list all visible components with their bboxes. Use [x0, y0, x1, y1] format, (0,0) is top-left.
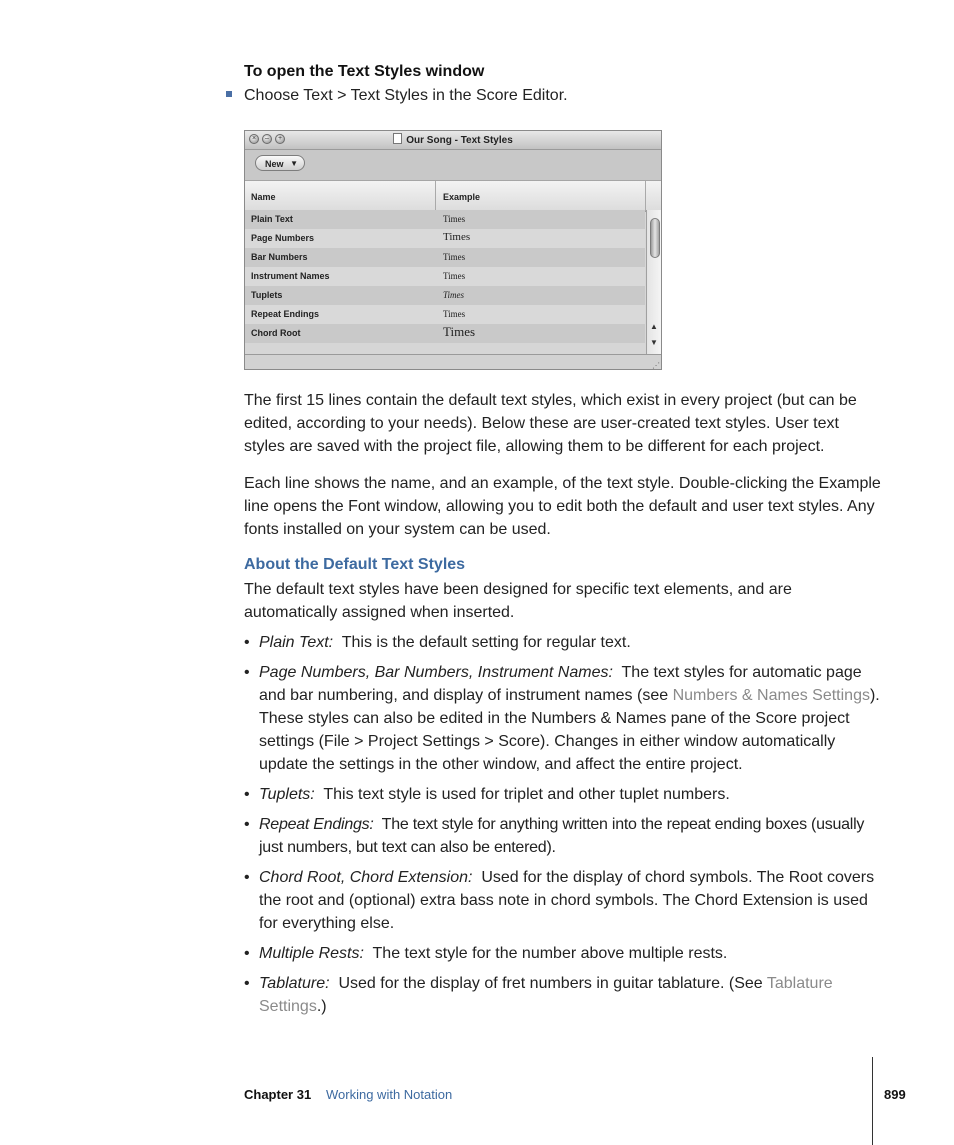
table-row[interactable] [245, 267, 645, 286]
list-item [244, 866, 884, 935]
bullet-text: Used for the display of fret numbers in guitar tablature. (See [338, 975, 767, 992]
bullet-text: This is the default setting for regular text. [341, 634, 631, 651]
chevron-down-icon: ▼ [290, 159, 298, 168]
bullet-icon: • [244, 786, 250, 803]
row-example[interactable]: Times [443, 309, 466, 319]
bullet-term: Repeat Endings: [259, 816, 374, 833]
scroll-up-icon[interactable]: ▲ [650, 322, 658, 331]
vertical-scrollbar[interactable] [646, 210, 662, 354]
row-name: Plain Text [251, 214, 293, 224]
styles-table [245, 210, 645, 343]
bullet-text: The text styles for automatic page and bar numbering, and display of instrument names (see [259, 664, 862, 704]
scroll-thumb[interactable] [650, 218, 660, 258]
bullet-text: The text style for anything written into the repeat ending boxes (usually just numbers, but text can also be entered). [259, 816, 865, 856]
window-titlebar [245, 131, 661, 150]
table-row[interactable] [245, 248, 645, 267]
bullet-text: The text style for the number above multiple rests. [372, 945, 728, 962]
step-text: Choose Text > Text Styles in the Score Editor. [244, 87, 568, 104]
bullet-term: Page Numbers, Bar Numbers, Instrument Names: [259, 664, 613, 681]
row-name: Repeat Endings [251, 309, 320, 319]
tablature-settings-link[interactable]: Tablature Settings [259, 975, 833, 1015]
list-item [244, 972, 884, 1018]
list-item [244, 783, 884, 806]
bullet-icon: • [244, 945, 250, 962]
footer-chapter: Chapter 31 [244, 1087, 312, 1102]
row-name: Page Numbers [251, 233, 315, 243]
paragraph: Each line shows the name, and an example, of the text style. Double-clicking the Example line opens the Font window, allowing you to edit both the default and user text styles. Any fonts installed on your system can be used. [244, 475, 881, 538]
bullet-term: Tuplets: [259, 786, 315, 803]
row-example[interactable]: Times [443, 324, 476, 339]
footer-chapter-title[interactable]: Working with Notation [326, 1087, 453, 1102]
column-example-header[interactable]: Example [443, 192, 481, 202]
bullet-text: .) [316, 998, 327, 1015]
table-row[interactable] [245, 286, 645, 305]
bullet-term: Tablature: [259, 975, 330, 992]
table-row[interactable] [245, 229, 645, 248]
table-row[interactable] [245, 210, 645, 229]
new-button-label: New [265, 159, 284, 169]
bullet-icon: • [244, 634, 250, 651]
column-header [245, 181, 661, 212]
list-item [244, 631, 884, 654]
section-intro: The default text styles have been designed for specific text elements, and are automatically assigned when inserted. [244, 581, 792, 621]
window-title: Our Song - Text Styles [406, 135, 513, 146]
zoom-window-icon[interactable]: + [275, 134, 285, 144]
paragraph: The first 15 lines contain the default text styles, which exist in every project (but can be edited, according to your needs). Below these are user-created text styles. User text styles are saved with the project file, allowing them to be different for each project. [244, 392, 857, 455]
row-name: Bar Numbers [251, 252, 308, 262]
close-window-icon[interactable]: × [249, 134, 259, 144]
table-row[interactable] [245, 324, 645, 343]
document-icon [393, 133, 402, 144]
minimize-window-icon[interactable]: – [262, 134, 272, 144]
task-title: To open the Text Styles window [244, 63, 485, 80]
list-item [244, 661, 884, 776]
bullet-text: ). These styles can also be edited in the Numbers & Names pane of the Score project settings (File > Project Settings > Score). Changes in either window automatically update the settings in the other window, and affect the entire project. [259, 687, 880, 773]
bullet-icon: • [244, 816, 250, 833]
row-name: Chord Root [251, 328, 301, 338]
numbers-names-settings-link[interactable]: Numbers & Names Settings [672, 687, 870, 704]
column-name-header[interactable]: Name [251, 192, 276, 202]
row-example[interactable]: Times [443, 214, 466, 224]
page-number: 899 [884, 1087, 906, 1102]
row-example[interactable]: Times [443, 252, 466, 262]
row-name: Instrument Names [251, 271, 330, 281]
window-toolbar [245, 150, 661, 181]
bullet-icon: • [244, 975, 250, 992]
row-example[interactable]: Times [443, 290, 465, 300]
row-name: Tuplets [251, 290, 283, 300]
new-button[interactable] [255, 155, 305, 171]
table-row[interactable] [245, 305, 645, 324]
window-bottom-bar [245, 354, 662, 370]
scroll-down-icon[interactable]: ▼ [650, 338, 658, 347]
text-styles-window-screenshot [244, 130, 662, 370]
resize-grip-icon[interactable]: ⋰ [652, 361, 660, 370]
bullet-term: Plain Text: [259, 634, 334, 651]
list-item [244, 942, 884, 965]
footer-divider [872, 1057, 873, 1145]
bullet-text: Used for the display of chord symbols. The Root covers the root and (optional) extra bass note in chord symbols. The Chord Extension is used for everything else. [259, 869, 875, 932]
section-heading: About the Default Text Styles [244, 556, 466, 573]
bullet-text: This text style is used for triplet and other tuplet numbers. [323, 786, 730, 803]
step-bullet-icon [226, 91, 232, 97]
bullet-icon: • [244, 664, 250, 681]
bullet-term: Chord Root, Chord Extension: [259, 869, 473, 886]
list-item [244, 813, 884, 859]
row-example[interactable]: Times [443, 271, 466, 281]
bullet-icon: • [244, 869, 250, 886]
row-example[interactable]: Times [443, 231, 471, 243]
step-item [226, 87, 568, 105]
bullet-term: Multiple Rests: [259, 945, 364, 962]
